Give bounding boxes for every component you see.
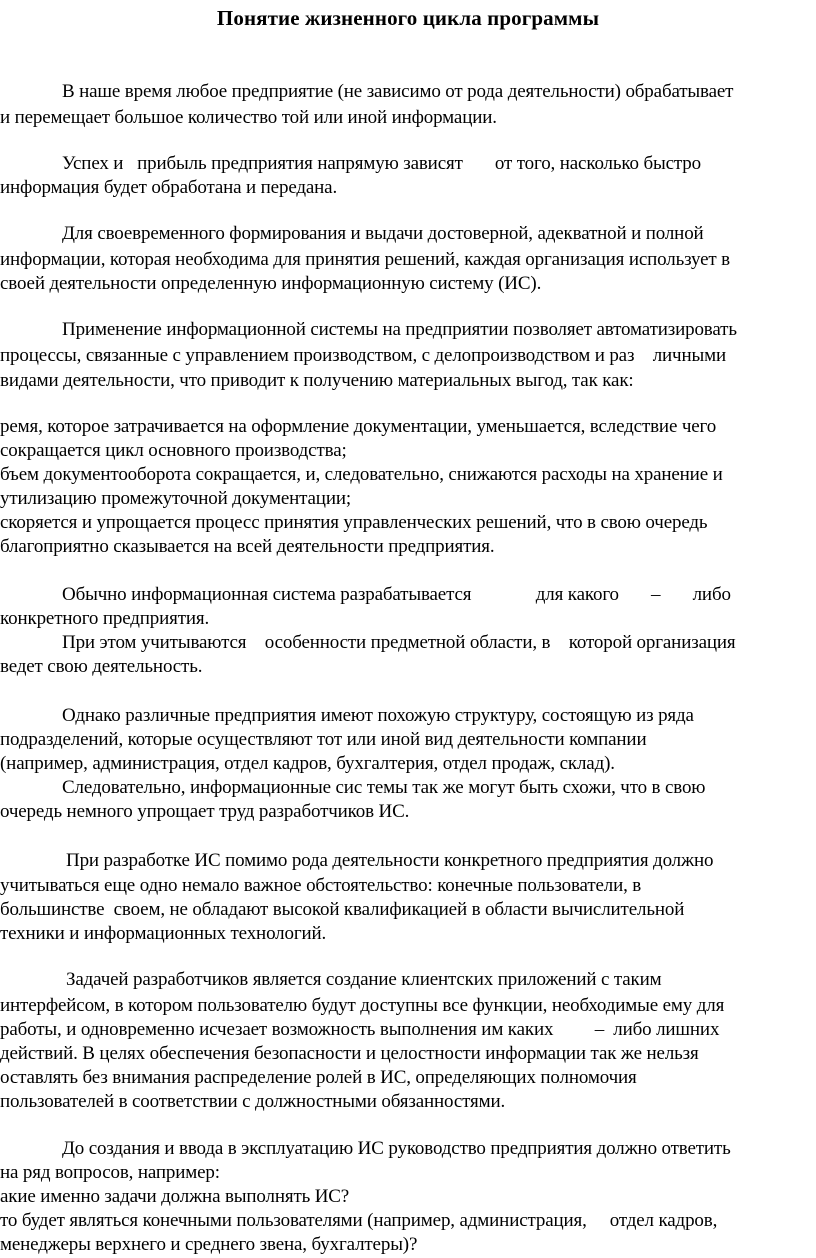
text-line: информация будет обработана и передана. xyxy=(0,177,338,198)
text-line: Успех и прибыль предприятия напрямую зависят от того, насколько быстро xyxy=(62,153,701,174)
text-line: Обычно информационная система разрабатывается для какого – либо xyxy=(62,584,731,605)
text-line: При разработке ИС помимо рода деятельности конкретного предприятия должно xyxy=(66,850,714,871)
text-line: оставлять без внимания распределение ролей в ИС, определяющих полномочия xyxy=(0,1067,637,1088)
text-line: ведет свою деятельность. xyxy=(0,656,203,677)
text-line: (например, администрация, отдел кадров, бухгалтерия, отдел продаж, склад). xyxy=(0,753,615,774)
list-item-line: утилизацию промежуточной документации; xyxy=(0,488,351,509)
text-line: техники и информационных технологий. xyxy=(0,923,327,944)
list-item-line: бъем документооборота сокращается, и, следовательно, снижаются расходы на хранение и xyxy=(0,464,723,485)
text-line: конкретного предприятия. xyxy=(0,608,210,629)
text-line: Однако различные предприятия имеют похожую структуру, состоящую из ряда xyxy=(62,705,694,726)
text-line: работы, и одновременно исчезает возможность выполнения им каких – либо лишних xyxy=(0,1019,720,1040)
text-line: До создания и ввода в эксплуатацию ИС руководство предприятия должно ответить xyxy=(62,1138,731,1159)
text-line: подразделений, которые осуществляют тот или иной вид деятельности компании xyxy=(0,729,647,750)
text-line: Для своевременного формирования и выдачи достоверной, адекватной и полной xyxy=(62,223,704,244)
list-item-line: менеджеры верхнего и среднего звена, бухгалтеры)? xyxy=(0,1234,418,1255)
text-line: интерфейсом, в котором пользователю будут доступны все функции, необходимые ему для xyxy=(0,995,725,1016)
text-line: Следовательно, информационные сис темы так же могут быть схожи, что в свою xyxy=(62,777,706,798)
text-line: большинстве своем, не обладают высокой квалификацией в области вычислительной xyxy=(0,899,685,920)
page-title: Понятие жизненного цикла программы xyxy=(216,6,600,30)
text-line: и перемещает большое количество той или иной информации. xyxy=(0,107,497,128)
text-line: Применение информационной системы на предприятии позволяет автоматизировать xyxy=(62,319,737,340)
text-line: информации, которая необходима для принятия решений, каждая организация использует в xyxy=(0,249,731,270)
text-line: на ряд вопросов, например: xyxy=(0,1162,220,1183)
list-item-line: акие именно задачи должна выполнять ИС? xyxy=(0,1186,350,1207)
text-line: Задачей разработчиков является создание клиентских приложений с таким xyxy=(66,969,662,990)
text-line: При этом учитываются особенности предметной области, в которой организация xyxy=(62,632,736,653)
list-item-line: сокращается цикл основного производства; xyxy=(0,440,347,461)
text-line: своей деятельности определенную информационную систему (ИС). xyxy=(0,273,542,294)
list-item-line: ремя, которое затрачивается на оформление документации, уменьшается, вследствие чего xyxy=(0,416,717,437)
list-item-line: то будет являться конечными пользователями (например, администрация, отдел кадров, xyxy=(0,1210,718,1231)
text-line: процессы, связанные с управлением производством, с делопроизводством и раз личными xyxy=(0,345,726,366)
text-line: учитываться еще одно немало важное обстоятельство: конечные пользователи, в xyxy=(0,875,642,896)
text-line: пользователей в соответствии с должностными обязанностями. xyxy=(0,1091,506,1112)
list-item-line: благоприятно сказывается на всей деятельности предприятия. xyxy=(0,536,495,557)
text-line: видами деятельности, что приводит к получению материальных выгод, так как: xyxy=(0,370,634,391)
list-item-line: скоряется и упрощается процесс принятия управленческих решений, что в свою очередь xyxy=(0,512,708,533)
text-line: очередь немного упрощает труд разработчиков ИС. xyxy=(0,801,410,822)
text-line: действий. В целях обеспечения безопасности и целостности информации так же нельзя xyxy=(0,1043,699,1064)
text-line: В наше время любое предприятие (не зависимо от рода деятельности) обрабатывает xyxy=(62,81,734,102)
